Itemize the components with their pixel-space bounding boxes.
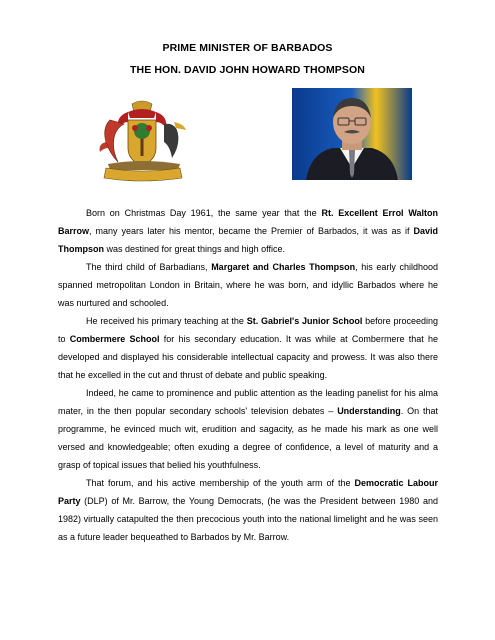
bold-text: Rt. Excellent Errol Walton Barrow (58, 208, 439, 236)
paragraph-text: Indeed, he came to prominence and public attention as the leading panelist for his alma mater, in the then popular secondary schools' television debates – (58, 388, 438, 416)
paragraph-text: Born on Christmas Day 1961, the same year that the (86, 208, 322, 218)
paragraph-text: That forum, and his active membership of the youth arm of the (86, 478, 355, 488)
bold-text: Margaret and Charles Thompson (211, 262, 356, 272)
bold-text: Combermere School (69, 334, 160, 344)
paragraph-text: for his secondary education. It was while at Combermere that he developed and displayed his considerable intellectual capacity and prowess. It was also there that he excelled in the cut and thrust of debate and public speaking. (58, 334, 438, 380)
paragraph-text: The third child of Barbadians, (86, 262, 212, 272)
bold-text: Democratic Labour Party (58, 478, 438, 506)
body-paragraph (58, 474, 438, 546)
bold-text: St. Gabriel's Junior School (246, 316, 363, 326)
paragraph-text: . On that programme, he evinced much wit, erudition and sagacity, as he made his mark as one well versed and knowledgeable; often exuding a degree of confidence, a level of maturity and a grasp of topical issues that belied his youthfulness. (58, 406, 438, 470)
body-paragraph (58, 204, 438, 258)
bold-text: David Thompson (58, 226, 438, 254)
biography-text (58, 204, 438, 546)
paragraph-text: before proceeding to (58, 316, 438, 344)
document-title: PRIME MINISTER OF BARBADOS (162, 42, 333, 54)
barbados-coat-of-arms-icon (88, 98, 196, 182)
paragraph-text: , his early childhood spanned metropolitan London in Britain, where he was born, and idyllic Barbados where he was nurtured and schooled. (58, 262, 438, 308)
paragraph-text: , many years later his mentor, became the Premier of Barbados, it was as if (89, 226, 414, 236)
body-paragraph (58, 312, 438, 384)
body-paragraph (58, 258, 438, 312)
paragraph-text: He received his primary teaching at the (86, 316, 247, 326)
document-subtitle: THE HON. DAVID JOHN HOWARD THOMPSON (130, 64, 365, 76)
body-paragraph (58, 384, 438, 474)
paragraph-text: (DLP) of Mr. Barrow, the Young Democrats, (he was the President between 1980 and 1982) virtually catapulted the then precocious youth into the national limelight and he was seen as a future leader bequeathed to Barbados by Mr. Barrow. (58, 496, 438, 542)
bold-text: Understanding (337, 406, 401, 416)
paragraph-text: was destined for great things and high office. (104, 244, 285, 254)
prime-minister-portrait (292, 88, 412, 180)
